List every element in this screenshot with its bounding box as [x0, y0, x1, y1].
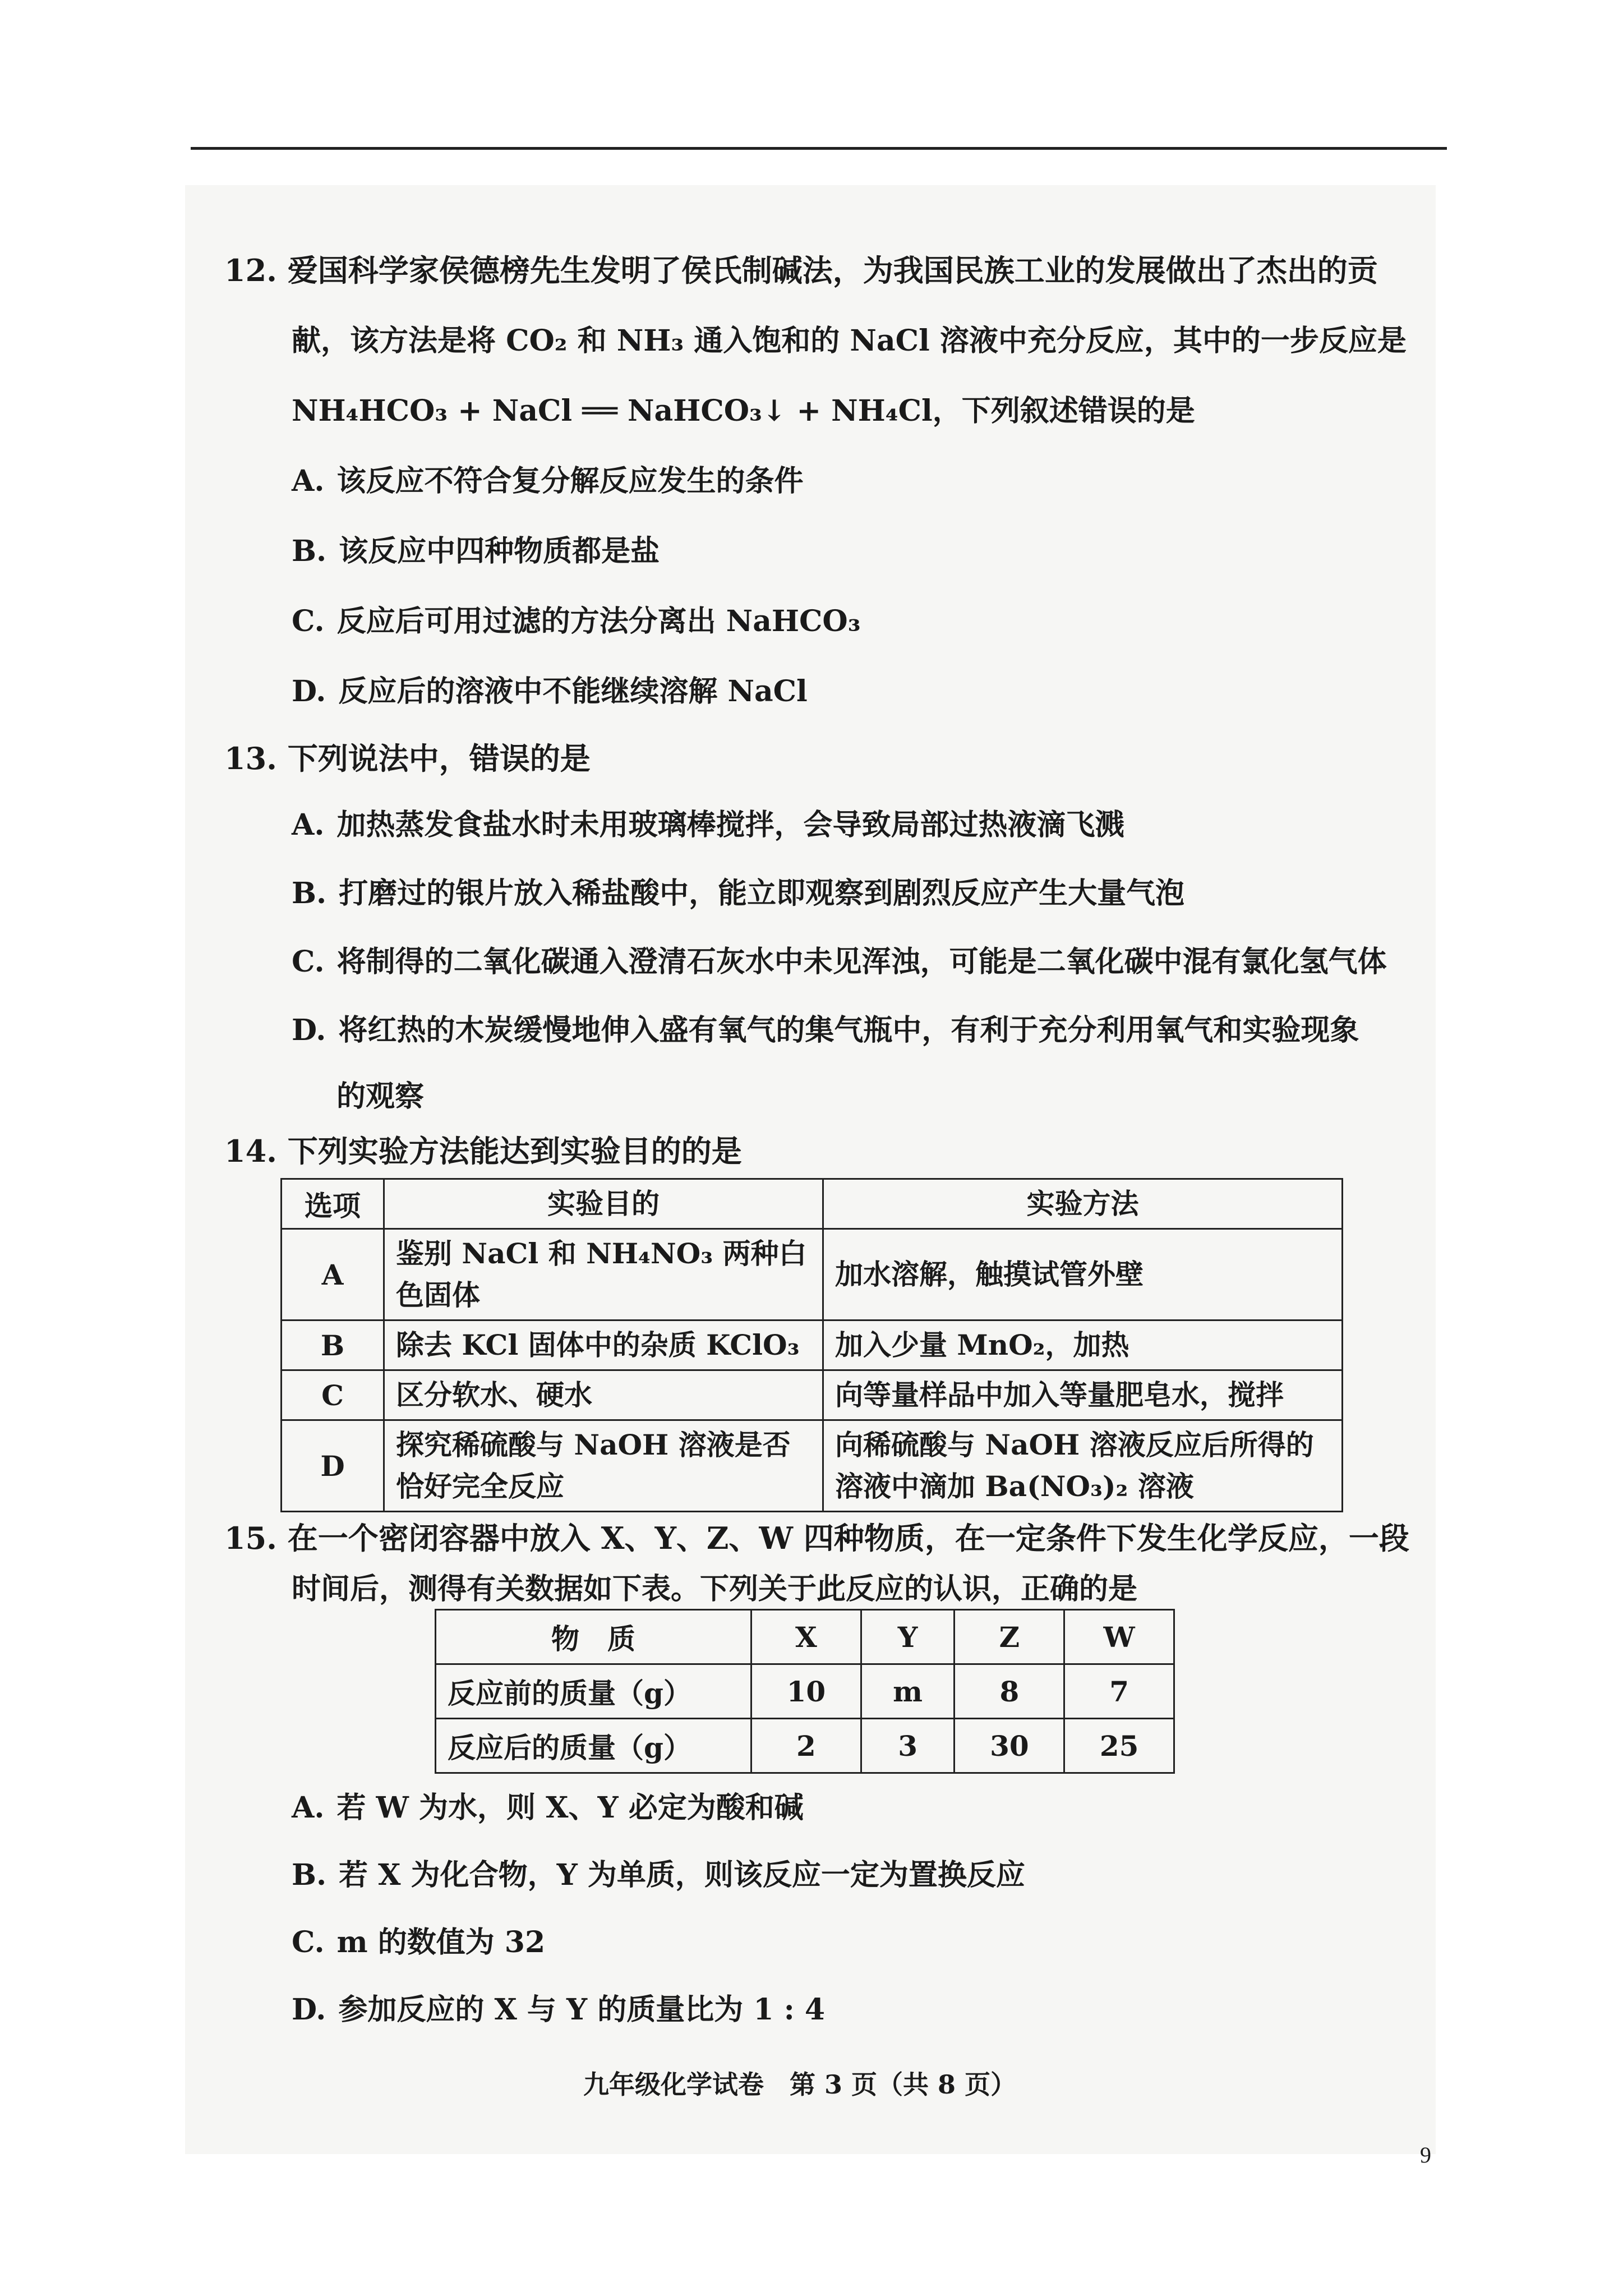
row-label: 反应后的质量（g）: [436, 1719, 751, 1773]
table-row: [436, 1664, 1174, 1719]
row-method: 加入少量 MnO₂，加热: [823, 1320, 1343, 1370]
option-a[interactable]: [292, 1784, 804, 1826]
option-letter: D.: [292, 1993, 326, 2027]
option-text: 若 X 为化合物，Y 为单质，则该反应一定为置换反应: [339, 1858, 1025, 1892]
cell-w: 25: [1064, 1719, 1174, 1773]
header-substance: 物 质: [436, 1610, 751, 1664]
question-number: 12.: [224, 252, 277, 288]
cell-z: 8: [955, 1664, 1064, 1719]
question-stem: 下列说法中，错误的是: [287, 740, 591, 776]
cell-z: 30: [955, 1719, 1064, 1773]
question-number: 15.: [224, 1520, 277, 1556]
option-text: 该反应中四种物质都是盐: [339, 534, 660, 568]
cell-w: 7: [1064, 1664, 1174, 1719]
row-method: 向等量样品中加入等量肥皂水，搅拌: [823, 1370, 1343, 1420]
row-option: A: [282, 1229, 384, 1320]
header-method: 实验方法: [823, 1179, 1343, 1229]
option-text: 该反应不符合复分解反应发生的条件: [336, 464, 804, 498]
row-option: C: [282, 1370, 384, 1420]
table-row: [282, 1320, 1343, 1370]
option-text: 加热蒸发食盐水时未用玻璃棒搅拌，会导致局部过热液滴飞溅: [336, 808, 1124, 842]
option-c[interactable]: [292, 1918, 545, 1961]
row-goal: 探究稀硫酸与 NaOH 溶液是否恰好完全反应: [384, 1420, 823, 1512]
row-goal: 区分软水、硬水: [384, 1370, 823, 1420]
reaction-equation: NH₄HCO₃ + NaCl ══ NaHCO₃↓ + NH₄Cl，下列叙述错误的是: [292, 394, 1195, 428]
option-text: 反应后的溶液中不能继续溶解 NaCl: [338, 674, 808, 708]
question-14: [224, 1128, 742, 1171]
option-letter: A.: [292, 808, 325, 842]
cell-y: 3: [861, 1719, 955, 1773]
question-line: 献，该方法是将 CO₂ 和 NH₃ 通入饱和的 NaCl 溶液中充分反应，其中的一步反应是: [292, 324, 1407, 358]
table-row: [436, 1719, 1174, 1773]
table-header-row: [436, 1610, 1174, 1664]
question-line: 爱国科学家侯德榜先生发明了侯氏制碱法，为我国民族工业的发展做出了杰出的贡: [287, 252, 1378, 288]
question-number: 13.: [224, 740, 277, 776]
option-d[interactable]: [292, 1986, 825, 2028]
option-text: 将红热的木炭缓慢地伸入盛有氧气的集气瓶中，有利于充分利用氧气和实验现象: [338, 1013, 1359, 1047]
header-goal: 实验目的: [384, 1179, 823, 1229]
table-row: [282, 1229, 1343, 1320]
option-d[interactable]: [292, 668, 808, 710]
page-footer: 九年级化学试卷 第 3 页（共 8 页）: [583, 2069, 1017, 2100]
option-letter: B.: [292, 1858, 327, 1892]
table-header-row: [282, 1179, 1343, 1229]
option-a[interactable]: [292, 457, 803, 499]
question-12: [224, 247, 1378, 290]
option-text: 若 W 为水，则 X、Y 必定为酸和碱: [336, 1791, 804, 1825]
option-letter: C.: [292, 604, 325, 638]
question-stem: 下列实验方法能达到实验目的的是: [287, 1133, 742, 1169]
option-letter: A.: [292, 1791, 325, 1825]
row-goal: 鉴别 NaCl 和 NH₄NO₃ 两种白色固体: [384, 1229, 823, 1320]
option-b[interactable]: [292, 527, 660, 569]
option-b[interactable]: [292, 1851, 1025, 1893]
option-c[interactable]: [292, 938, 1387, 980]
row-method: 加水溶解，触摸试管外壁: [823, 1229, 1343, 1320]
header-w: W: [1064, 1610, 1174, 1664]
row-option: B: [282, 1320, 384, 1370]
option-text: 参加反应的 X 与 Y 的质量比为 1 : 4: [338, 1993, 826, 2027]
row-option: D: [282, 1420, 384, 1512]
mass-data-table: [435, 1609, 1175, 1774]
question-13: [224, 735, 591, 778]
header-y: Y: [861, 1610, 955, 1664]
question-15: [224, 1515, 1409, 1558]
option-text: m 的数值为 32: [336, 1925, 546, 1959]
cell-y: m: [861, 1664, 955, 1719]
option-text: 将制得的二氧化碳通入澄清石灰水中未见浑浊，可能是二氧化碳中混有氯化氢气体: [336, 945, 1387, 979]
cell-x: 2: [751, 1719, 861, 1773]
option-a[interactable]: [292, 801, 1124, 843]
question-line: 时间后，测得有关数据如下表。下列关于此反应的认识，正确的是: [292, 1572, 1138, 1606]
row-method: 向稀硫酸与 NaOH 溶液反应后所得的溶液中滴加 Ba(NO₃)₂ 溶液: [823, 1420, 1343, 1512]
question-line: 在一个密闭容器中放入 X、Y、Z、W 四种物质，在一定条件下发生化学反应，一段: [287, 1520, 1409, 1556]
header-rule: [191, 147, 1447, 150]
experiment-table: [280, 1178, 1343, 1512]
option-letter: C.: [292, 1925, 325, 1959]
option-d-continued: 的观察: [336, 1079, 425, 1114]
option-letter: D.: [292, 1013, 326, 1047]
option-c[interactable]: [292, 597, 861, 639]
option-letter: A.: [292, 464, 325, 498]
row-label: 反应前的质量（g）: [436, 1664, 751, 1719]
page-number: 9: [1420, 2142, 1431, 2168]
option-letter: B.: [292, 534, 327, 568]
table-row: [282, 1420, 1343, 1512]
cell-x: 10: [751, 1664, 861, 1719]
option-letter: D.: [292, 674, 326, 708]
option-letter: C.: [292, 945, 325, 979]
header-z: Z: [955, 1610, 1064, 1664]
option-d[interactable]: [292, 1006, 1359, 1048]
option-text: 反应后可用过滤的方法分离出 NaHCO₃: [336, 604, 861, 638]
option-b[interactable]: [292, 869, 1184, 912]
header-x: X: [751, 1610, 861, 1664]
question-number: 14.: [224, 1133, 277, 1169]
option-letter: B.: [292, 876, 327, 910]
row-goal: 除去 KCl 固体中的杂质 KClO₃: [384, 1320, 823, 1370]
header-option: 选项: [282, 1179, 384, 1229]
option-text: 打磨过的银片放入稀盐酸中，能立即观察到剧烈反应产生大量气泡: [339, 876, 1185, 910]
table-row: [282, 1370, 1343, 1420]
